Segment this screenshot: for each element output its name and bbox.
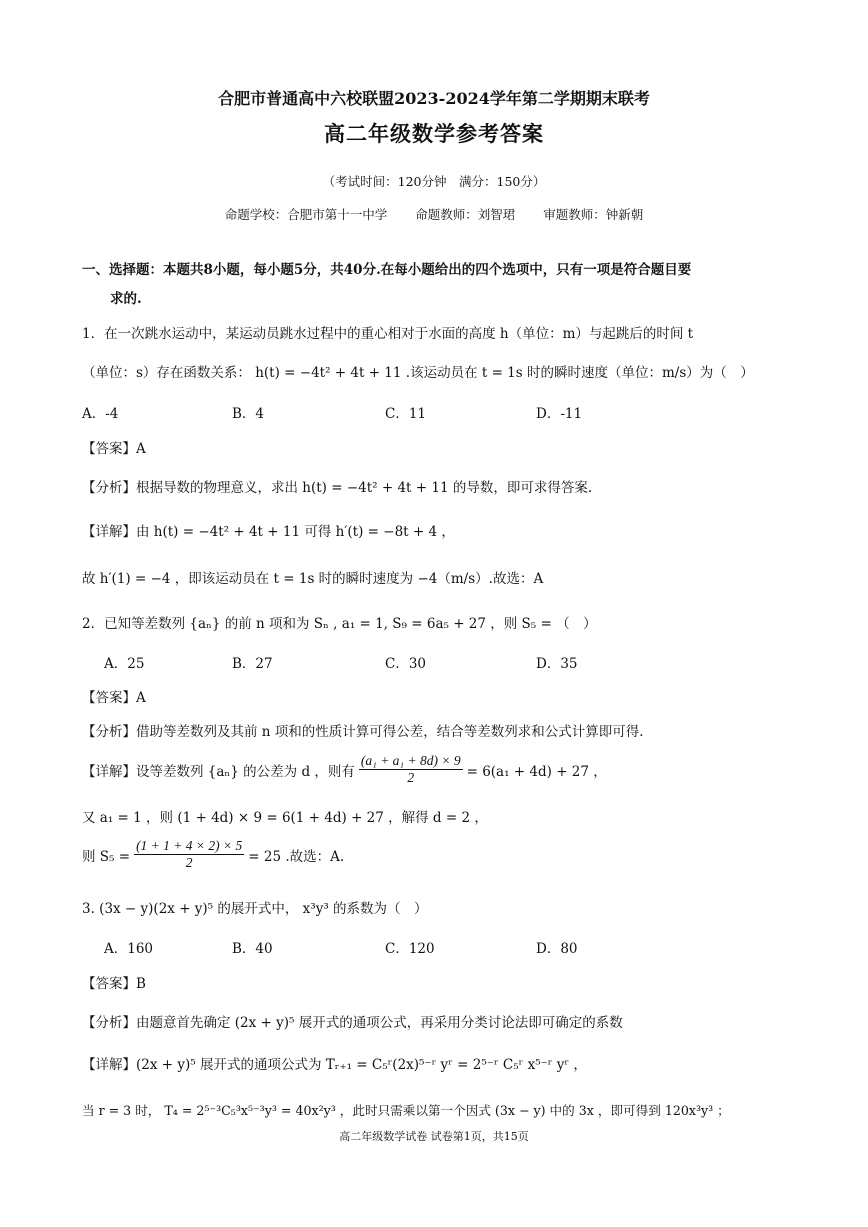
q3-detail-line2: 当 r = 3 时， T₄ = 2⁵⁻³C₅³x⁵⁻³y³ = 40x²y³ ，此时只需乘以第一个因式 (3x − y) 中的 3x ，即可得到 120x³y³ ； [82, 1103, 730, 1118]
fraction-denominator: 2 [185, 855, 193, 870]
q1-option-b: B．4 [232, 406, 265, 422]
document-subtitle: 高二年级数学参考答案 [324, 121, 544, 146]
fraction-numerator: (a₁ + a₁ + 8d) × 9 [360, 753, 461, 768]
q3-analysis: 【分析】由题意首先确定 (2x + y)⁵ 展开式的通项公式，再采用分类讨论法即可确定的系数 [82, 1015, 623, 1031]
q3-option-d: D．80 [536, 941, 578, 957]
q2-option-a: A．25 [104, 656, 145, 672]
q1-stem-line2: （单位：s）存在函数关系： h(t) = −4t² + 4t + 11 .该运动员在 t = 1s 时的瞬时速度（单位：m/s）为（ ） [82, 365, 754, 381]
q1-option-a: A．-4 [82, 406, 119, 422]
q3-detail-line1: 【详解】(2x + y)⁵ 展开式的通项公式为 Tᵣ₊₁ = C₅ʳ(2x)⁵⁻ʳ yʳ = 2⁵⁻ʳ C₅ʳ x⁵⁻ʳ yʳ ， [82, 1057, 587, 1073]
author-line [0, 205, 868, 223]
reviewing-teacher: 审题教师：钟新朝 [543, 207, 644, 222]
q2-detail-line2: 又 a₁ = 1 ，则 (1 + 4d) × 9 = 6(1 + 4d) + 27 ，解得 d = 2 ， [82, 810, 488, 826]
page-footer: 高二年级数学试卷 试卷第1页，共15页 [339, 1130, 529, 1143]
q2-option-c: C．30 [385, 656, 427, 672]
q2-detail3-prefix: 则 S₅ = [82, 848, 131, 865]
q2-detail1-suffix: = 6(a₁ + 4d) + 27 ， [466, 763, 607, 780]
document-title: 合肥市普通高中六校联盟2023-2024学年第二学期期末联考 [218, 89, 650, 108]
proposing-teacher: 命题教师：刘智珺 [415, 207, 516, 222]
q2-detail1-prefix: 【详解】设等差数列 {aₙ} 的公差为 d ，则有 [82, 763, 355, 780]
section-heading: 一、选择题：本题共8小题，每小题5分，共40分.在每小题给出的四个选项中，只有一项是符合题目要 [82, 262, 692, 278]
q1-answer: 【答案】A [82, 441, 146, 457]
q2-detail3-fraction [134, 838, 244, 871]
q2-analysis: 【分析】借助等差数列及其前 n 项和的性质计算可得公差，结合等差数列求和公式计算即可得. [82, 724, 644, 740]
q1-detail-line2: 故 h′(1) = −4 ，即该运动员在 t = 1s 时的瞬时速度为 −4（m/s）.故选：A [82, 571, 544, 587]
fraction-denominator: 2 [407, 770, 415, 785]
fraction-numerator: (1 + 1 + 4 × 2) × 5 [136, 838, 243, 853]
q2-detail-line1 [82, 753, 607, 786]
q2-stem: 2．已知等差数列 {aₙ} 的前 n 项和为 Sₙ , a₁ = 1, S₉ = 6a₅ + 27 ，则 S₅ = （ ） [82, 616, 597, 632]
q1-stem-line1: 1．在一次跳水运动中，某运动员跳水过程中的重心相对于水面的高度 h（单位：m）与起跳后的时间 t [82, 326, 694, 342]
q3-option-c: C．120 [385, 941, 435, 957]
q3-stem: 3. (3x − y)(2x + y)⁵ 的展开式中， x³y³ 的系数为（ ） [82, 901, 428, 917]
q1-option-d: D．-11 [536, 406, 583, 422]
q1-detail-line1: 【详解】由 h(t) = −4t² + 4t + 11 可得 h′(t) = −8t + 4 ， [82, 524, 455, 540]
q1-analysis: 【分析】根据导数的物理意义，求出 h(t) = −4t² + 4t + 11 的导数，即可求得答案. [82, 480, 593, 496]
q2-detail1-fraction [359, 753, 463, 786]
q3-answer: 【答案】B [82, 976, 146, 992]
exam-info: （考试时间：120分钟 满分：150分） [322, 174, 546, 189]
q2-answer: 【答案】A [82, 690, 146, 706]
section-heading-cont: 求的. [110, 291, 142, 307]
q2-option-b: B．27 [232, 656, 273, 672]
q3-option-b: B．40 [232, 941, 273, 957]
q2-detail3-suffix: = 25 .故选：A. [248, 848, 345, 865]
q2-option-d: D．35 [536, 656, 578, 672]
proposing-school: 命题学校：合肥市第十一中学 [224, 207, 388, 222]
q2-detail-line3 [82, 838, 344, 871]
q1-option-c: C．11 [385, 406, 427, 422]
q3-option-a: A．160 [104, 941, 154, 957]
